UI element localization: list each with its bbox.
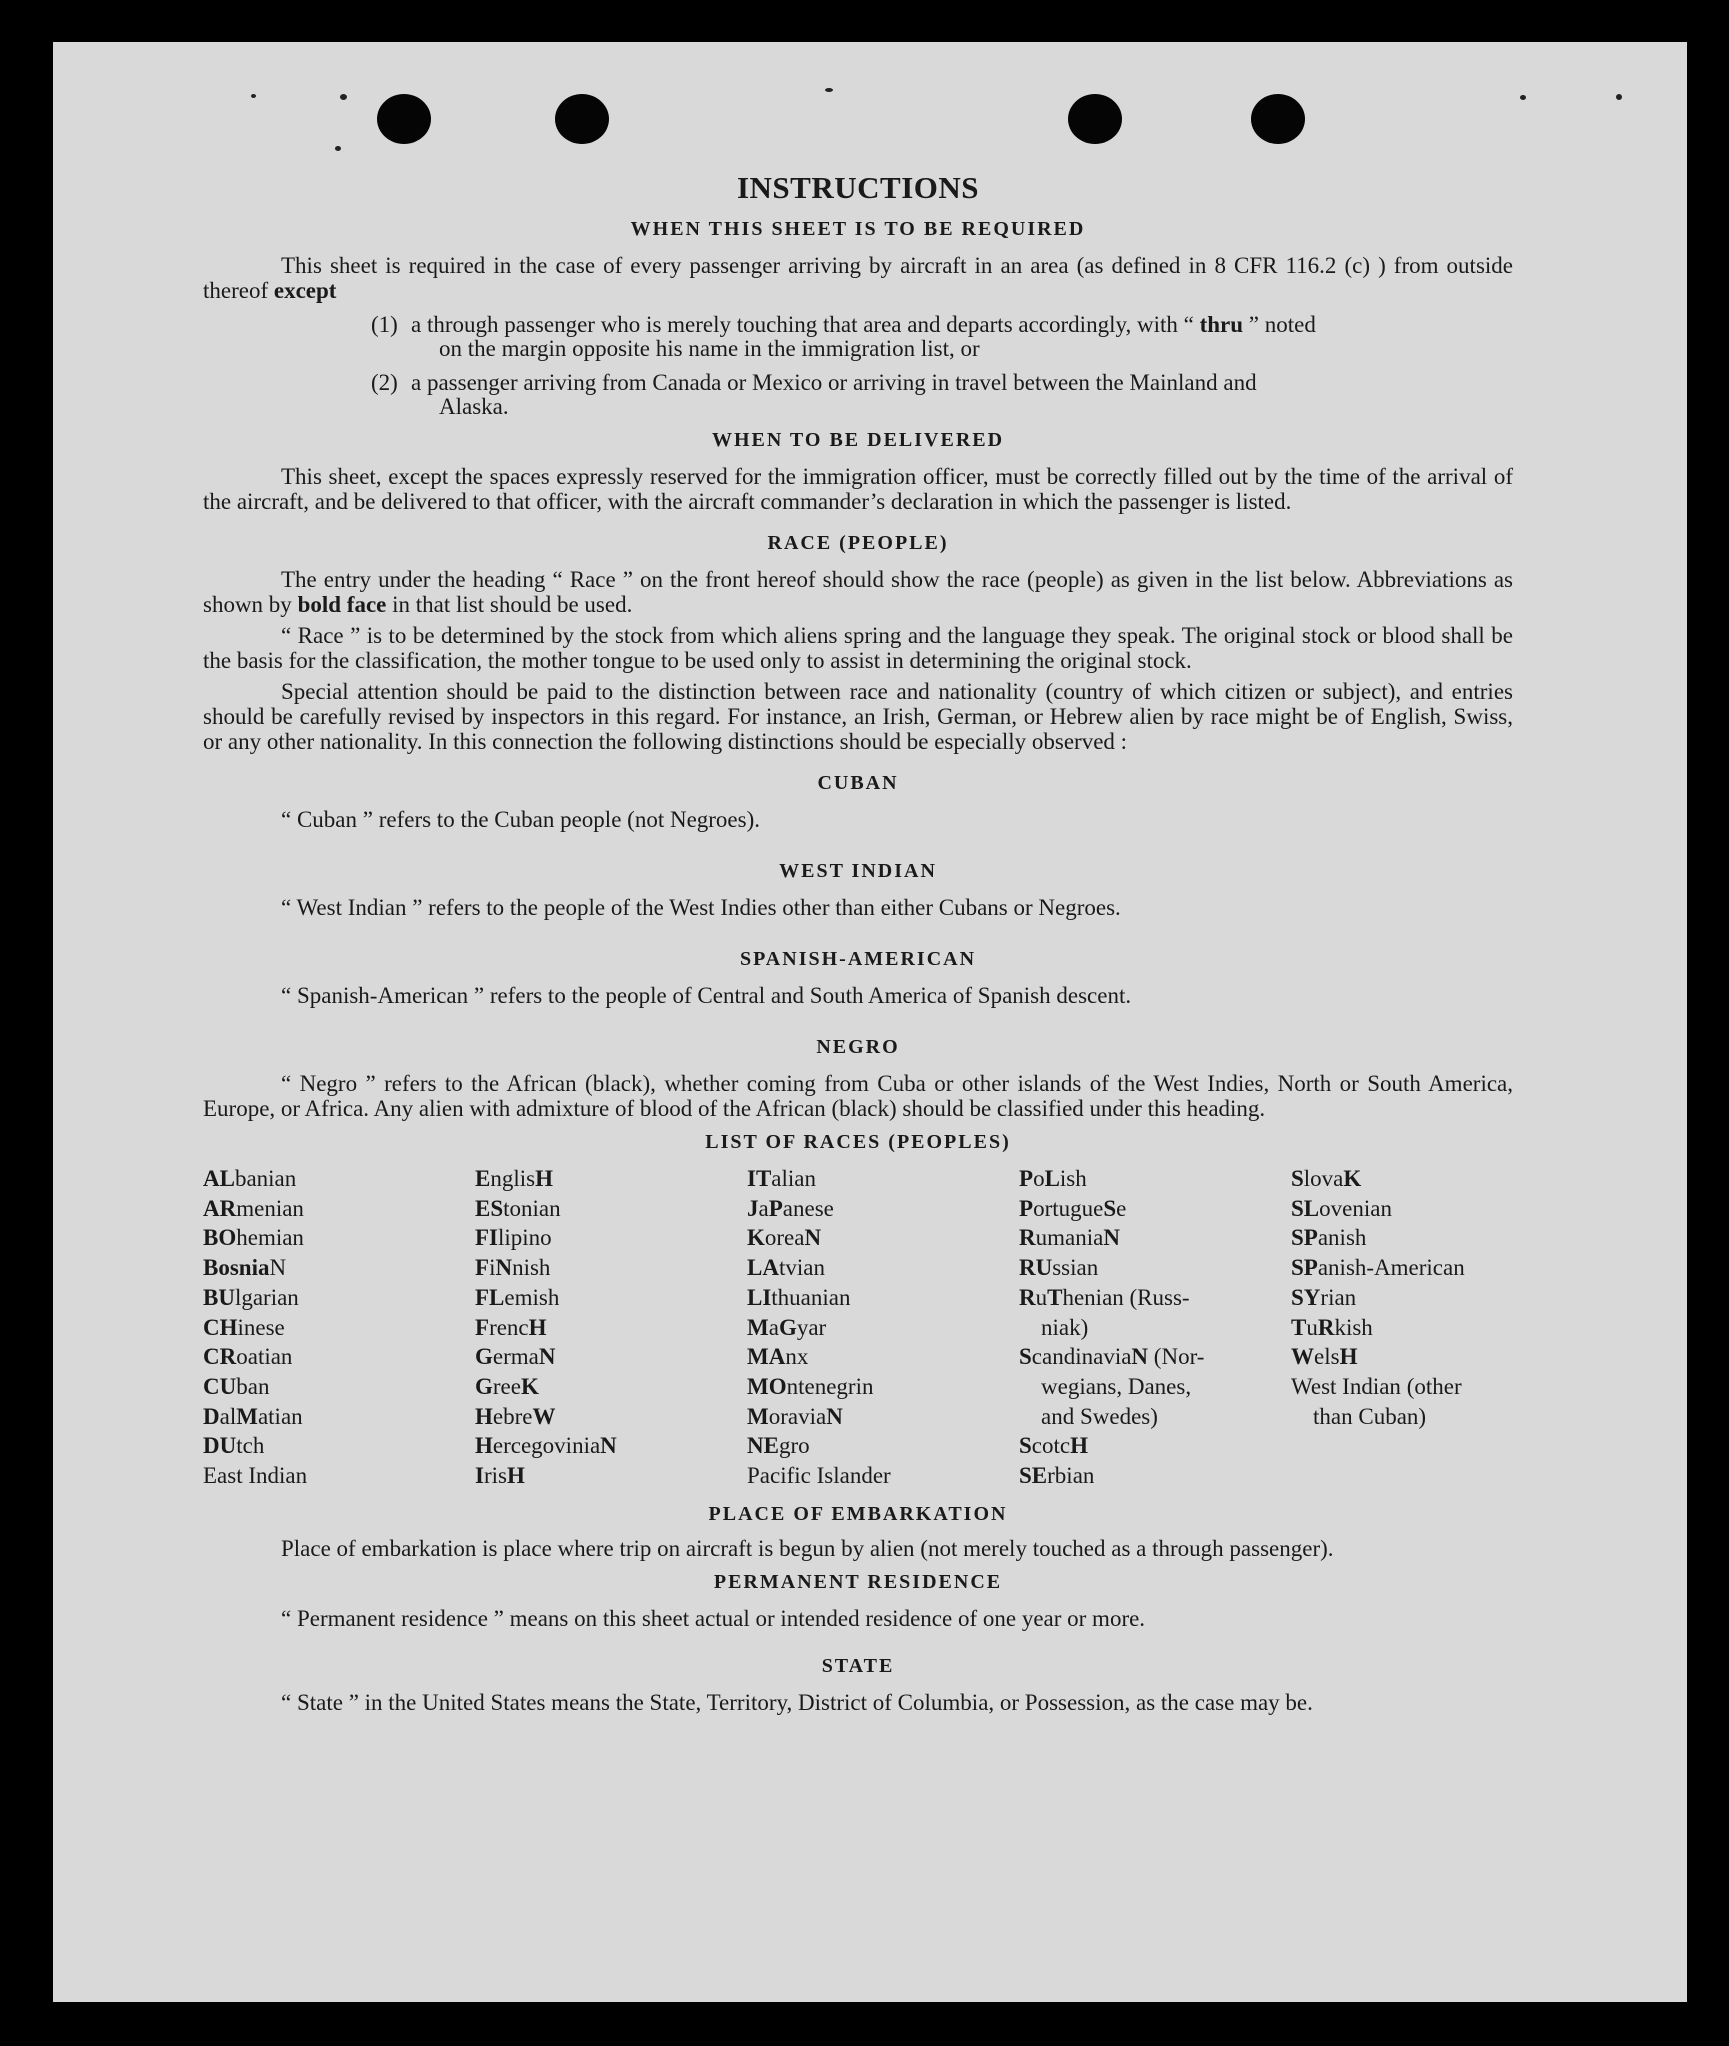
section-heading: RACE (PEOPLE) — [767, 532, 949, 554]
document-page — [53, 42, 1687, 2002]
race-entry: SPanish — [1291, 1225, 1367, 1251]
race-entry: GermaN — [475, 1344, 556, 1370]
race-entry: PoLish — [1019, 1166, 1087, 1191]
race-entry: HebreW — [475, 1403, 556, 1429]
speck — [825, 88, 833, 92]
paragraph: Place of embarkation is place where trip on aircraft is begun by alien (not merely touched as a through passenger). — [281, 1535, 1334, 1561]
race-entry: MOntenegrin — [747, 1373, 874, 1399]
section-heading: WEST INDIAN — [779, 860, 937, 882]
race-entry: LIthuanian — [747, 1284, 851, 1310]
paragraph: “ Cuban ” refers to the Cuban people (not Negroes). — [281, 807, 761, 832]
speck — [1520, 95, 1526, 100]
paragraph: “ West Indian ” refers to the people of the West Indies other than either Cubans or Negroes. — [281, 895, 1121, 920]
race-column — [203, 1164, 475, 1491]
race-entry: Pacific Islander — [747, 1463, 891, 1489]
race-entry: ScandinaviaN (Nor- wegians, Danes, and Swedes) — [1019, 1344, 1205, 1429]
paragraph: “ State ” in the United States means the State, Territory, District of Columbia, or Possession, as the case may be. — [281, 1689, 1313, 1715]
race-list — [203, 1164, 1513, 1491]
race-entry: LAtvian — [747, 1255, 825, 1281]
race-entry: ARmenian — [203, 1195, 304, 1221]
list-item: (2) a passenger arriving from Canada or Mexico or arriving in travel between the Mainland and Alaska. — [371, 370, 1257, 419]
race-entry: FrencH — [475, 1314, 547, 1340]
race-entry: JaPanese — [747, 1195, 834, 1221]
race-entry: DalMatian — [203, 1403, 303, 1429]
race-entry: GreeK — [475, 1373, 539, 1399]
punch-hole — [377, 94, 431, 144]
race-entry: SYrian — [1291, 1284, 1357, 1310]
section-heading: CUBAN — [817, 772, 899, 794]
race-entry: SErbian — [1019, 1463, 1095, 1489]
race-column — [1019, 1164, 1291, 1491]
paragraph: The entry under the heading “ Race ” on the front hereof should show the race (people) as given in the list below. Abbreviations as shown by bold face in that list should be used. — [203, 567, 1513, 617]
list-item: (1) a through passenger who is merely touching that area and departs accordingly, with “ thru ” noted on the margin opposite his name in the immigration list, or — [371, 312, 1316, 361]
section-heading: NEGRO — [816, 1036, 900, 1058]
race-entry: ScotcH — [1019, 1433, 1088, 1459]
speck — [1616, 94, 1622, 100]
section-heading: PLACE OF EMBARKATION — [708, 1502, 1008, 1525]
race-column — [747, 1164, 1019, 1491]
race-entry: FIlipino — [475, 1225, 552, 1251]
race-entry: West Indian (other than Cuban) — [1291, 1373, 1462, 1429]
race-entry: FiNnish — [475, 1255, 551, 1281]
race-entry: BosniaN — [203, 1255, 287, 1281]
race-column — [475, 1164, 747, 1491]
race-entry: FLemish — [475, 1284, 560, 1310]
section-heading: WHEN THIS SHEET IS TO BE REQUIRED — [630, 218, 1086, 240]
paragraph: “ Spanish-American ” refers to the people of Central and South America of Spanish descent. — [281, 983, 1132, 1008]
race-entry: SLovenian — [1291, 1195, 1392, 1221]
paragraph: This sheet is required in the case of every passenger arriving by aircraft in an area (as defined in 8 CFR 116.2 (c) ) from outside thereof except — [203, 253, 1513, 303]
race-entry: BUlgarian — [203, 1284, 299, 1310]
race-entry: MaGyar — [747, 1314, 827, 1340]
section-heading: LIST OF RACES (PEOPLES) — [705, 1131, 1011, 1153]
race-entry: NEgro — [747, 1433, 810, 1459]
paragraph: Special attention should be paid to the distinction between race and nationality (country of which citizen or subject), and entries should be carefully revised by inspectors in this regard. For instance, an Irish, German, or Hebrew alien by race might be of English, Swiss, or any other nationality. In this connection the following distinctions should be especially observed : — [203, 679, 1513, 754]
race-entry: HercegoviniaN — [475, 1433, 617, 1459]
race-entry: SPanish-American — [1291, 1255, 1465, 1281]
speck — [340, 94, 347, 100]
section-heading: WHEN TO BE DELIVERED — [711, 429, 1005, 451]
section-heading: STATE — [821, 1654, 895, 1677]
paragraph: “ Permanent residence ” means on this sheet actual or intended residence of one year or more. — [281, 1605, 1146, 1631]
race-entry: CHinese — [203, 1314, 285, 1340]
race-entry: RUssian — [1019, 1255, 1099, 1281]
speck — [335, 146, 341, 151]
paragraph: “ Race ” is to be determined by the stock from which aliens spring and the language they speak. The original stock or blood shall be the basis for the classification, the mother tongue to be used only to assist in determining the original stock. — [203, 623, 1513, 673]
race-entry: EStonian — [475, 1195, 561, 1221]
punch-hole — [1251, 94, 1305, 144]
section-heading: PERMANENT RESIDENCE — [713, 1570, 1003, 1593]
race-entry: MAnx — [747, 1344, 809, 1370]
race-entry: MoraviaN — [747, 1403, 843, 1429]
race-entry: RumaniaN — [1019, 1225, 1120, 1251]
race-entry: DUtch — [203, 1433, 265, 1459]
race-entry: EnglisH — [475, 1166, 553, 1191]
punch-hole — [1068, 94, 1122, 144]
punch-hole — [555, 94, 609, 144]
race-entry: ITalian — [747, 1166, 816, 1191]
race-entry: WelsH — [1291, 1344, 1358, 1370]
paragraph: This sheet, except the spaces expressly reserved for the immigration officer, must be correctly filled out by the time of the arrival of the aircraft, and be delivered to that officer, with the aircraft commander’s declaration in which the passenger is listed. — [203, 464, 1513, 514]
race-entry: ALbanian — [203, 1166, 297, 1191]
race-entry: KoreaN — [747, 1225, 822, 1251]
speck — [251, 94, 256, 98]
race-entry: SlovaK — [1291, 1166, 1362, 1191]
race-entry: RuThenian (Russ- niak) — [1019, 1284, 1190, 1340]
race-entry: PortugueSe — [1019, 1195, 1127, 1221]
race-entry: TuRkish — [1291, 1314, 1373, 1340]
instructions-content — [203, 170, 1513, 1715]
page-title: INSTRUCTIONS — [736, 170, 979, 205]
race-entry: CUban — [203, 1373, 270, 1399]
race-column — [1291, 1164, 1511, 1491]
race-entry: BOhemian — [203, 1225, 304, 1251]
race-entry: CRoatian — [203, 1344, 293, 1370]
section-heading: SPANISH-AMERICAN — [739, 948, 977, 970]
race-entry: East Indian — [203, 1463, 308, 1489]
race-entry: IrisH — [475, 1463, 525, 1489]
paragraph: “ Negro ” refers to the African (black), whether coming from Cuba or other islands of the West Indies, North or South America, Europe, or Africa. Any alien with admixture of blood of the African (black) should be classified under this heading. — [203, 1071, 1513, 1121]
